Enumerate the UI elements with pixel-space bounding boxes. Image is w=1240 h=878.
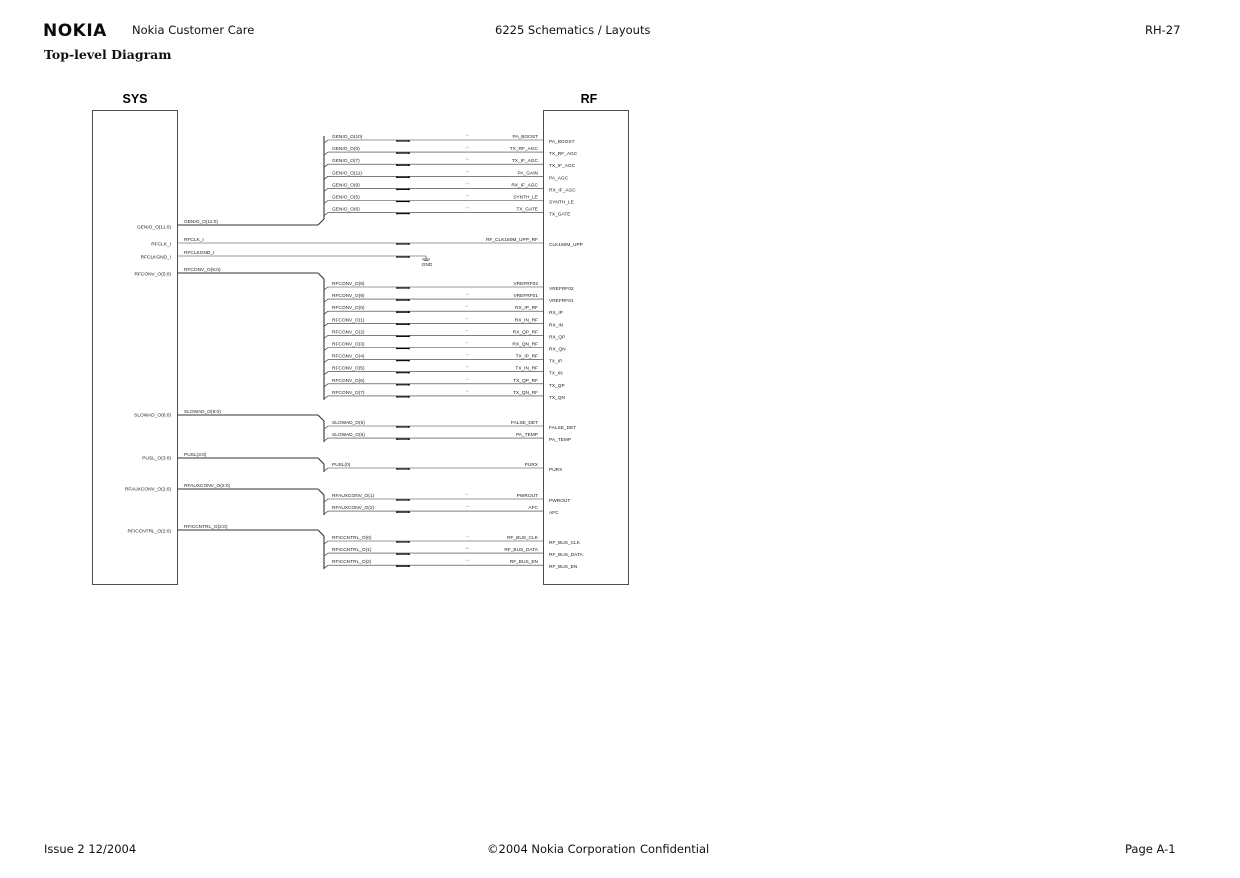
net-label: RX_IF_AGC bbox=[511, 183, 538, 189]
sys-port-label: RFCLK_I bbox=[151, 242, 171, 248]
tap-label: RFICCNTRL_O(2) bbox=[332, 560, 372, 566]
rf-block-title: RF bbox=[580, 92, 598, 106]
net-label: TX_IN_RF bbox=[515, 366, 538, 372]
bus-entry bbox=[324, 565, 328, 568]
bus-bend bbox=[318, 530, 324, 536]
net-dot-left bbox=[396, 201, 398, 203]
net-dot-right bbox=[408, 426, 410, 428]
net-label: RF_BUS_EN bbox=[509, 560, 538, 566]
net-dot-left bbox=[396, 243, 398, 245]
net-dot-right bbox=[408, 336, 410, 338]
bus-entry bbox=[324, 360, 328, 363]
bus-entry bbox=[324, 152, 328, 155]
direction-arrow: ← bbox=[464, 303, 470, 310]
footer-page-number: Page A-1 bbox=[1125, 842, 1176, 856]
rf-port-label: TX_IF_AGC bbox=[549, 164, 576, 170]
sys-port-label: RFICCNTRL_O(2:0) bbox=[127, 529, 171, 535]
net-dot-left bbox=[396, 176, 398, 178]
rf-port-label: PURX bbox=[549, 468, 563, 473]
net-dot-right bbox=[408, 287, 410, 289]
rf-port-label: TX_GATE bbox=[549, 212, 571, 218]
footer-issue: Issue 2 12/2004 bbox=[44, 842, 137, 856]
bus-entry bbox=[324, 372, 328, 375]
net-label: TX_QN_RF bbox=[512, 390, 538, 396]
bus-entry bbox=[324, 176, 328, 179]
footer-confidential: Confidential bbox=[640, 842, 710, 856]
net-dot-left bbox=[396, 438, 398, 440]
rf-port-label: TX_IN bbox=[549, 371, 563, 377]
bus-entry bbox=[324, 438, 328, 441]
net-dot-right bbox=[408, 372, 410, 374]
rf-port-label: RF_BUS_EN bbox=[549, 565, 578, 571]
bus-entry bbox=[324, 348, 328, 351]
tap-label: PUSL(0) bbox=[332, 463, 351, 468]
direction-arrow: → bbox=[464, 557, 470, 564]
net-dot-right bbox=[408, 299, 410, 301]
net-label: SYNTH_LE bbox=[513, 195, 538, 201]
net-dot-right bbox=[408, 189, 410, 191]
net-dot-left bbox=[396, 468, 398, 470]
tap-label: RFCONV_O(7) bbox=[332, 390, 365, 396]
direction-arrow: → bbox=[464, 363, 470, 370]
tap-label: GENIO_O(10) bbox=[332, 135, 363, 140]
net-label: RX_IP_RF bbox=[515, 306, 538, 312]
bus-label: RFAUXCONV_O(2:0) bbox=[184, 484, 231, 489]
bus-bend bbox=[318, 219, 324, 225]
net-dot-right bbox=[408, 243, 410, 245]
direction-arrow: ← bbox=[464, 339, 470, 346]
net-label: PA_GAIN bbox=[517, 171, 538, 177]
tap-label: RFCONV_O(8) bbox=[332, 282, 365, 287]
rf-port-label: FALSE_DET bbox=[549, 426, 577, 431]
direction-arrow: → bbox=[464, 291, 470, 298]
net-dot-left bbox=[396, 213, 398, 215]
net-label: TX_GATE bbox=[516, 207, 538, 213]
bus-bend bbox=[318, 273, 324, 279]
net-dot-left bbox=[396, 164, 398, 166]
sys-port-label: RFAUXCONV_O(2:0) bbox=[124, 487, 171, 493]
net-dot-left bbox=[396, 360, 398, 362]
sys-port-label: GENIO_O(11:0) bbox=[136, 225, 171, 231]
tap-label: RFCONV_O(1) bbox=[332, 318, 365, 324]
rf-port-label: CLK160M_UPP bbox=[549, 243, 583, 248]
net-label: RF_BUS_DATA bbox=[504, 548, 538, 554]
bus-entry bbox=[324, 311, 328, 314]
net-dot-right bbox=[408, 541, 410, 543]
header-brand: Nokia Customer Care bbox=[132, 23, 255, 37]
tap-label: RFCONV_O(2) bbox=[332, 330, 365, 336]
bus-entry bbox=[324, 335, 328, 338]
bus-entry bbox=[324, 468, 328, 471]
net-dot-left bbox=[396, 287, 398, 289]
net-dot-left bbox=[396, 553, 398, 555]
bus-entry bbox=[324, 426, 328, 429]
tap-label: GENIO_O(0) bbox=[332, 147, 360, 153]
net-label: RF_CLK160M_UPP_RF bbox=[486, 238, 538, 243]
tap-label: RFICCNTRL_O(0) bbox=[332, 536, 372, 541]
net-dot-left bbox=[396, 511, 398, 513]
bus-label: PUSL(3:0) bbox=[184, 453, 207, 458]
net-label: RX_QN_RF bbox=[512, 342, 538, 348]
net-label: RX_IN_RF bbox=[514, 318, 538, 324]
wiring-layer bbox=[125, 132, 584, 570]
direction-arrow: → bbox=[464, 533, 470, 539]
bus-entry bbox=[324, 287, 328, 290]
sys-port-label: PUSL_O(3:0) bbox=[142, 456, 171, 462]
bus-entry bbox=[324, 201, 328, 204]
tap-label: RFCONV_O(4) bbox=[332, 354, 365, 360]
bus-entry bbox=[324, 499, 328, 502]
direction-arrow: → bbox=[464, 168, 470, 175]
net-dot-left bbox=[396, 299, 398, 301]
bus-entry bbox=[324, 188, 328, 191]
rf-port-label: PA_TEMP bbox=[549, 438, 572, 444]
net-dot-right bbox=[408, 511, 410, 513]
net-dot-left bbox=[396, 565, 398, 567]
header-document-title: 6225 Schematics / Layouts bbox=[495, 23, 651, 37]
tap-label: RFCONV_O(5) bbox=[332, 366, 365, 372]
net-label: PWROUT bbox=[516, 494, 538, 499]
net-label: TX_IP_RF bbox=[515, 354, 538, 360]
net-label: VREFRF02 bbox=[513, 282, 538, 287]
wire-label: RFCLK_I bbox=[184, 238, 204, 243]
net-dot-right bbox=[408, 360, 410, 362]
net-dot-right bbox=[408, 164, 410, 166]
tap-label: RFCONV_O(3) bbox=[332, 342, 365, 348]
bus-entry bbox=[324, 384, 328, 387]
net-dot-right bbox=[408, 348, 410, 350]
net-dot-right bbox=[408, 176, 410, 178]
rf-port-label: RX_IN bbox=[549, 323, 564, 329]
bus-entry bbox=[324, 164, 328, 167]
direction-arrow: → bbox=[464, 387, 470, 394]
bus-label: GENIO_O(11:0) bbox=[184, 220, 219, 225]
bus-entry bbox=[324, 299, 328, 302]
bus-label: RFICCNTRL_O(2:0) bbox=[184, 525, 228, 530]
rf-port-label: TX_RF_AGC bbox=[549, 152, 578, 158]
rf-port-label: RX_QP bbox=[549, 335, 566, 341]
rf-port-label: VREFRF01 bbox=[549, 299, 574, 305]
bus-entry bbox=[324, 213, 328, 216]
net-dot-left bbox=[396, 541, 398, 543]
tap-label: RFCONV_O(6) bbox=[332, 378, 365, 384]
sys-port-label: SLOWAD_O(6:0) bbox=[134, 413, 171, 419]
net-dot-left bbox=[396, 323, 398, 325]
direction-arrow: → bbox=[464, 156, 470, 163]
net-dot-left bbox=[396, 396, 398, 398]
header-model-code: RH-27 bbox=[1145, 23, 1181, 37]
tap-label: GENIO_O(9) bbox=[332, 183, 360, 189]
net-label: PA_TEMP bbox=[515, 433, 538, 439]
bus-bend bbox=[318, 415, 324, 421]
bus-entry bbox=[324, 511, 328, 514]
net-label: FALSE_DET bbox=[510, 421, 538, 426]
rf-port-label: RX_QN bbox=[549, 347, 566, 353]
bus-label: SLOWAD_O(6:0) bbox=[184, 410, 221, 415]
rf-port-label: AFC bbox=[549, 511, 559, 517]
rf-port-label: RF_BUS_DATA bbox=[549, 553, 583, 559]
wire-label: RFCLKGND_I bbox=[184, 251, 215, 256]
direction-arrow: ← bbox=[464, 315, 470, 322]
direction-arrow: → bbox=[464, 132, 470, 138]
tap-label: RFICCNTRL_O(1) bbox=[332, 548, 372, 554]
rf-port-label: RF_BUS_CLK bbox=[549, 541, 580, 546]
tap-label: RFAUXCONV_O(1) bbox=[332, 494, 375, 499]
rf-port-label: PWROUT bbox=[549, 499, 571, 504]
net-label: RF_BUS_CLK bbox=[507, 536, 538, 541]
tap-label: GENIO_O(5) bbox=[332, 195, 360, 201]
net-label: PA_BOOST bbox=[512, 135, 538, 140]
rf-port-label: TX_QN bbox=[549, 395, 565, 401]
net-dot-right bbox=[408, 201, 410, 203]
ground-label: GND bbox=[421, 263, 433, 268]
direction-arrow: ← bbox=[464, 327, 470, 334]
rf-port-label: PA_AGC bbox=[549, 176, 569, 182]
net-dot-left bbox=[396, 311, 398, 313]
rf-port-label: RX_IF_AGC bbox=[549, 188, 576, 194]
direction-arrow: ← bbox=[464, 491, 470, 497]
net-label: VREFRF01 bbox=[513, 294, 538, 300]
net-dot-left bbox=[396, 499, 398, 501]
net-label: RX_QP_RF bbox=[512, 330, 538, 336]
tap-label: RFCONV_O(9) bbox=[332, 294, 365, 300]
net-dot-right bbox=[408, 323, 410, 325]
tap-label: GENIO_O(11) bbox=[332, 171, 363, 177]
direction-arrow: → bbox=[464, 144, 470, 151]
sys-block bbox=[93, 111, 178, 585]
bus-bend bbox=[318, 458, 324, 464]
gnd-dot-right bbox=[408, 256, 410, 258]
tap-label: RFAUXCONV_O(2) bbox=[332, 506, 375, 512]
rf-port-label: TX_IP bbox=[549, 359, 563, 365]
rf-port-label: VREFRF02 bbox=[549, 287, 574, 292]
net-dot-left bbox=[396, 426, 398, 428]
bus-label: RFCONV_O(5:0) bbox=[184, 268, 221, 273]
sys-block-title: SYS bbox=[122, 92, 148, 106]
tap-label: SLOWAD_O(6) bbox=[332, 433, 365, 439]
nokia-logo: NOKIA bbox=[43, 21, 107, 41]
bus-entry bbox=[324, 396, 328, 399]
net-dot-right bbox=[408, 468, 410, 470]
tap-label: GENIO_O(6) bbox=[332, 207, 360, 213]
sys-port-label: RFCONV_O(5:0) bbox=[134, 272, 171, 278]
bus-entry bbox=[324, 541, 328, 544]
rf-port-label: RX_IP bbox=[549, 311, 563, 317]
net-dot-right bbox=[408, 152, 410, 154]
net-dot-left bbox=[396, 336, 398, 338]
net-dot-left bbox=[396, 140, 398, 142]
rf-port-label: SYNTH_LE bbox=[549, 200, 574, 206]
net-dot-right bbox=[408, 499, 410, 501]
net-dot-left bbox=[396, 189, 398, 191]
net-label: TX_IF_AGC bbox=[511, 159, 538, 165]
net-label: AFC bbox=[528, 506, 538, 512]
net-dot-left bbox=[396, 348, 398, 350]
net-dot-right bbox=[408, 438, 410, 440]
net-label: TX_RF_AGC bbox=[509, 147, 538, 153]
direction-arrow: → bbox=[464, 351, 470, 358]
rf-port-label: PA_BOOST bbox=[549, 140, 575, 145]
net-dot-left bbox=[396, 372, 398, 374]
net-dot-right bbox=[408, 140, 410, 142]
net-dot-right bbox=[408, 396, 410, 398]
net-dot-right bbox=[408, 553, 410, 555]
gnd-dot-left bbox=[396, 256, 398, 258]
direction-arrow: → bbox=[464, 204, 470, 211]
bus-entry bbox=[324, 323, 328, 326]
bus-entry bbox=[324, 140, 328, 143]
direction-arrow: → bbox=[464, 192, 470, 199]
tap-label: RFCONV_O(0) bbox=[332, 306, 365, 312]
tap-label: SLOWAD_O(5) bbox=[332, 421, 365, 426]
bus-bend bbox=[318, 489, 324, 495]
net-dot-left bbox=[396, 384, 398, 386]
direction-arrow: ↔ bbox=[464, 545, 470, 552]
direction-arrow: → bbox=[464, 375, 470, 382]
tap-label: GENIO_O(7) bbox=[332, 159, 360, 165]
net-dot-right bbox=[408, 565, 410, 567]
direction-arrow: → bbox=[464, 180, 470, 187]
net-label: TX_QP_RF bbox=[513, 378, 538, 384]
net-label: PURX bbox=[524, 463, 538, 468]
net-dot-right bbox=[408, 384, 410, 386]
direction-arrow: → bbox=[464, 503, 470, 510]
sys-port-label: RFCLKGND_I bbox=[140, 255, 171, 261]
net-dot-left bbox=[396, 152, 398, 154]
page-heading: Top-level Diagram bbox=[44, 47, 172, 62]
bus-entry bbox=[324, 553, 328, 556]
footer-copyright: ©2004 Nokia Corporation bbox=[487, 842, 636, 856]
rf-port-label: TX_QP bbox=[549, 383, 565, 389]
net-dot-right bbox=[408, 311, 410, 313]
net-dot-right bbox=[408, 213, 410, 215]
